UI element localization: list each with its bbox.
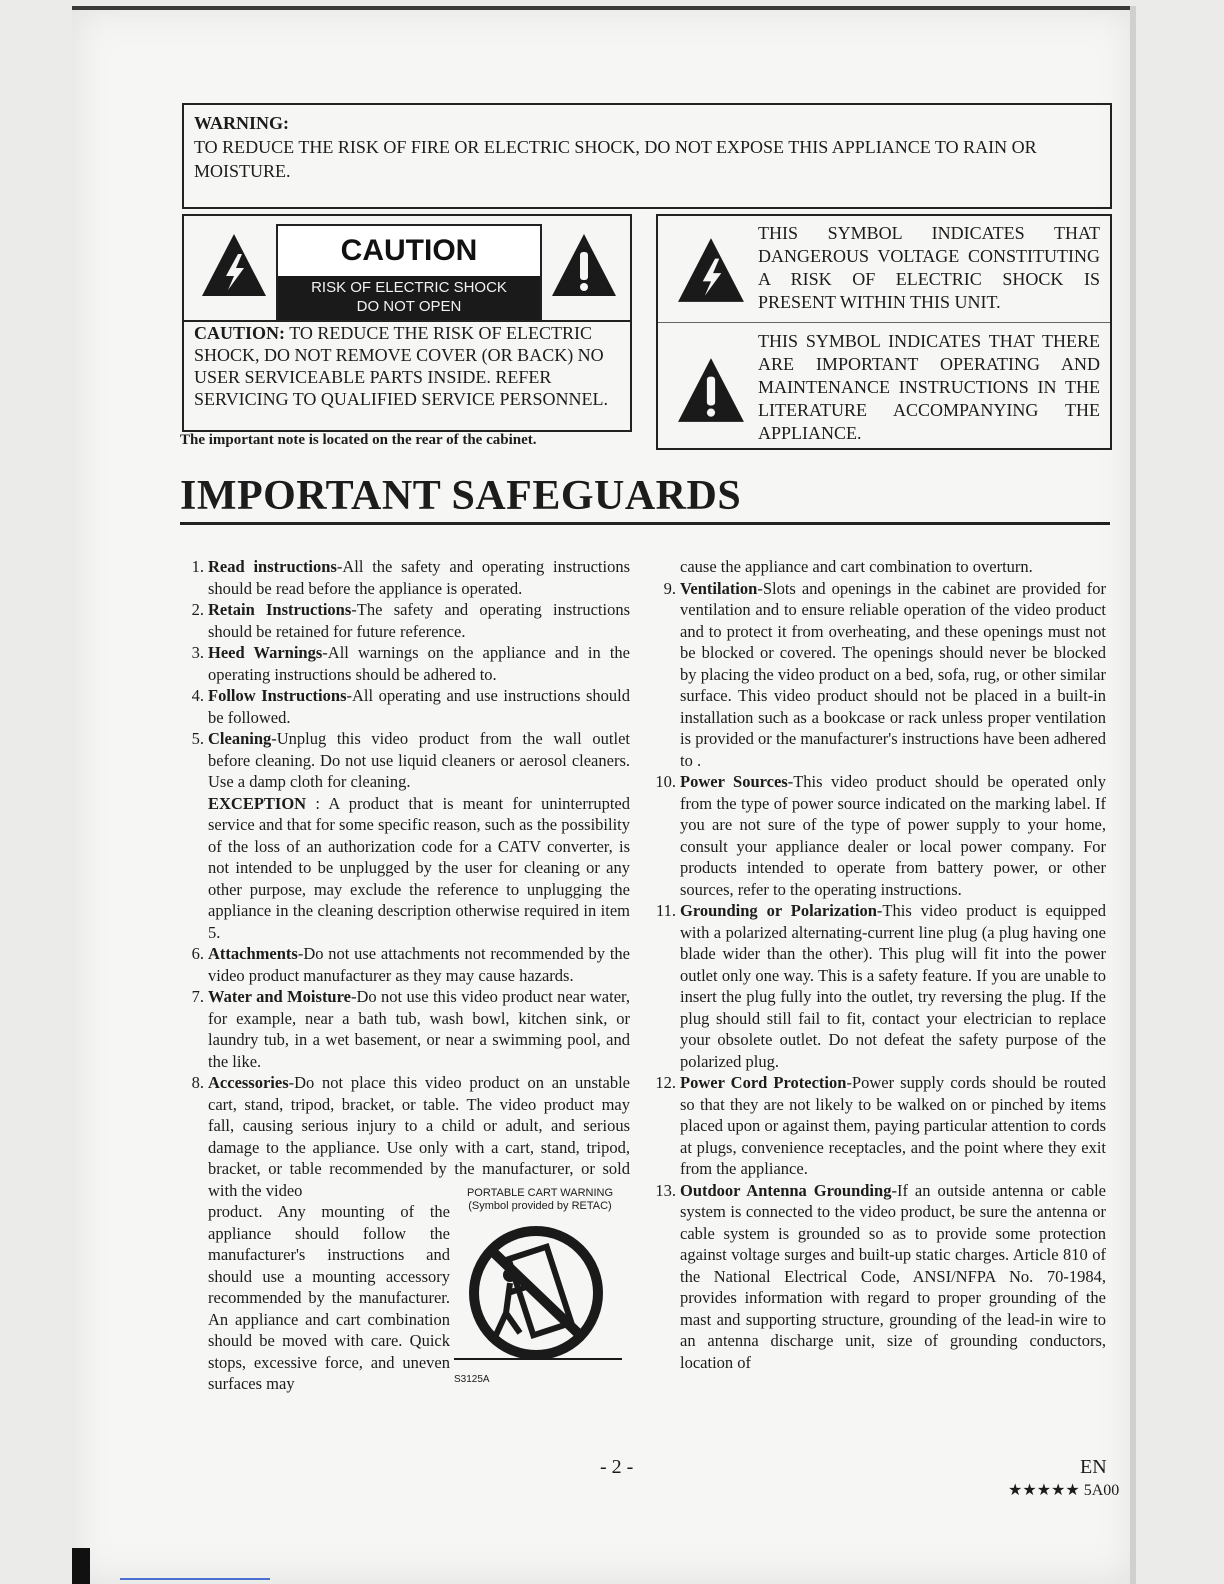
item-heading: Power Sources <box>680 772 788 791</box>
safeguard-item-11 <box>652 900 1106 1072</box>
safeguard-item-13 <box>652 1180 1106 1374</box>
item-text: -Unplug this video product from the wall outlet before cleaning. Do not use liquid cleaners or aerosol cleaners. Use a damp cloth for cleaning. <box>208 729 630 791</box>
safeguard-item-8 <box>180 1072 630 1201</box>
warning-title: WARNING: <box>194 113 290 133</box>
exclamation-triangle-icon <box>676 356 746 424</box>
caution-band <box>278 276 540 320</box>
item-text: -Do not use attachments not recommended by the video product manufacturer as they may cause hazards. <box>208 944 630 985</box>
item-number: 10. <box>655 772 676 791</box>
item-heading: Grounding or Polarization <box>680 901 877 920</box>
item-heading: Outdoor Antenna Grounding <box>680 1180 892 1200</box>
symbol-divider <box>658 322 1110 323</box>
item-text: -All the safety and operating instructions should be read before the appliance is operated. <box>208 557 631 598</box>
scan-edge-right <box>1130 6 1136 1584</box>
item-text: -All operating and use instructions should be followed. <box>208 686 630 727</box>
cart-warning-block <box>180 1187 630 1395</box>
item-heading: Ventilation <box>680 578 758 598</box>
item-number: 5. <box>191 729 204 748</box>
item-number: 7. <box>191 987 204 1006</box>
safeguard-item-6 <box>180 943 630 986</box>
caution-box <box>182 214 632 432</box>
item-heading: Heed Warnings <box>208 643 323 662</box>
safeguard-item-7 <box>180 986 630 1072</box>
item-heading: Water and Moisture <box>208 987 351 1006</box>
item-text: -This video product is equipped with a polarized alternating-current line plug (a plug having one blade wider than the other). This plug will fit into the power outlet only one way. This is a safety feature. If you are unable to insert the plug fully into the outlet, try reversing the plug. If the plug should still fail to fit, contact your electrician to replace your obsolete outlet. Do not defeat the safety purpose of the polarized plug. <box>680 901 1106 1071</box>
item-number: 1. <box>191 557 204 576</box>
title-rule <box>180 522 1110 525</box>
item-heading: Read instructions <box>208 557 337 576</box>
item-number: 13. <box>655 1180 676 1200</box>
item-number: 11. <box>655 901 676 920</box>
item-text: -All warnings on the appliance and in the operating instructions should be adhered to. <box>208 643 630 684</box>
cabinet-note: The important note is located on the rear of the cabinet. <box>180 432 537 448</box>
warning-box <box>182 103 1112 209</box>
exclamation-triangle-icon <box>550 232 618 298</box>
page-number: - 2 - <box>600 1456 634 1478</box>
caution-label <box>276 224 542 320</box>
safeguard-item-10 <box>652 771 1106 900</box>
left-column <box>180 556 630 1395</box>
scan-line <box>120 1578 270 1580</box>
right-column <box>652 556 1106 1373</box>
exception-heading: EXCEPTION <box>208 793 307 813</box>
item-heading: Power Cord Protection <box>680 1073 847 1092</box>
item-number: 3. <box>191 643 204 662</box>
safeguard-item-5 <box>180 728 630 793</box>
item-number: 2. <box>191 600 204 619</box>
voltage-symbol-text: THIS SYMBOL INDICATES THAT DANGEROUS VOLTAGE CONSTITUTING A RISK OF ELECTRIC SHOCK IS PRESENT WITHIN THIS UNIT. <box>758 223 1100 312</box>
caution-text-body: TO REDUCE THE RISK OF ELECTRIC SHOCK, DO NOT REMOVE COVER (OR BACK) NO USER SERVICEABLE PARTS INSIDE. REFER SERVICING TO QUALIFIED SERVICE PERSONNEL. <box>194 323 608 409</box>
caution-band-line1: RISK OF ELECTRIC SHOCK <box>311 279 507 296</box>
scan-edge-top <box>72 6 1136 10</box>
symbol-box <box>656 214 1112 450</box>
caution-text <box>194 322 622 410</box>
item-text: -Do not use this video product near water, for example, near a bath tub, wash bowl, kitchen sink, or laundry tub, in a wet basement, or near a swimming pool, and the like. <box>208 987 630 1071</box>
item-text: -Power supply cords should be routed so that they are not likely to be walked on or pinched by items placed upon or against them, paying particular attention to cords at plugs, convenience receptacles, and the point where they exit from the appliance. <box>680 1073 1106 1178</box>
item-8-continued: cause the appliance and cart combination to overturn. <box>680 557 1033 576</box>
caution-band-line2: DO NOT OPEN <box>356 298 462 315</box>
item-heading: Attachments <box>208 944 298 963</box>
exception-text: : A product that is meant for uninterrupted service and that for some specific reason, such as the possibility of the loss of an authorization code for a CATV converter, is not intended to be unplugged by the user for cleaning or any other purpose, may exclude the reference to unplugging the appliance in the cleaning description otherwise required in item 5. <box>208 793 631 942</box>
lightning-triangle-icon <box>676 236 746 304</box>
scan-mark <box>72 1548 90 1584</box>
item-8-wrap-text: product. Any mounting of the appliance should follow the manufacturer's instructions and should use a mounting accessory recommended by the manufacturer. An appliance and cart combination should be moved with care. Quick stops, excessive force, and uneven surfaces may <box>208 1202 450 1393</box>
item-number: 8. <box>191 1073 204 1092</box>
safeguard-item-1 <box>180 556 630 599</box>
item-number: 6. <box>191 944 204 963</box>
cart-caption-title: PORTABLE CART WARNING <box>466 1187 614 1199</box>
item-number: 9. <box>663 578 676 598</box>
item-text: -If an outside antenna or cable system is connected to the video product, be sure the antenna or cable system is grounded so as to provide some protection against voltage surges and built-up static charges. Article 810 of the National Electrical Code, ANSI/NFPA No. 70-1984, provides information with regard to proper grounding of the mast and supporting structure, grounding of the lead-in wire to an antenna discharge unit, size of grounding conductors, location of <box>680 1180 1106 1372</box>
instructions-symbol-text: THIS SYMBOL INDICATES THAT THERE ARE IMPORTANT OPERATING AND MAINTENANCE INSTRUCTIONS IN THE LITERATURE ACCOMPANYING THE APPLIANCE. <box>758 331 1100 443</box>
item-heading: Cleaning <box>208 729 272 748</box>
caution-text-label: CAUTION: <box>194 323 286 343</box>
model-code: ★★★★★ 5A00 <box>1008 1482 1120 1499</box>
item-text: -Slots and openings in the cabinet are provided for ventilation and to ensure reliable operation of the video product and to protect it from overheating, and these openings must not be blocked or covered. The openings should never be blocked by placing the video product on a bed, sofa, rug, or other similar surface. This video product should not be placed in a built-in installation such as a bookcase or rack unless proper ventilation is provided or the manufacturer's instructions have been adhered to . <box>680 578 1106 770</box>
safeguard-item-4 <box>180 685 630 728</box>
item-text: -Do not place this video product on an unstable cart, stand, tripod, bracket, or table. The video product may fall, causing serious injury to a child or adult, and serious damage to the appliance. Use only with a cart, stand, tripod, bracket, or table recommended by the manufacturer, or sold with the video <box>208 1073 630 1200</box>
item-heading: Retain Instructions <box>208 600 352 619</box>
cart-code: S3125A <box>454 1373 490 1385</box>
safeguard-item-12 <box>652 1072 1106 1180</box>
safeguard-item-9 <box>652 578 1106 772</box>
item-heading: Accessories <box>208 1073 289 1092</box>
tipping-cart-icon <box>450 1213 626 1363</box>
item-text: -The safety and operating instructions should be retained for future reference. <box>208 600 630 641</box>
safeguard-item-3 <box>180 642 630 685</box>
safeguard-item-2 <box>180 599 630 642</box>
lightning-triangle-icon <box>200 232 268 298</box>
page-title: IMPORTANT SAFEGUARDS <box>180 473 742 519</box>
cart-caption-source: (Symbol provided by RETAC) <box>468 1200 612 1212</box>
item-heading: Follow Instructions <box>208 686 347 705</box>
caution-heading: CAUTION <box>278 226 540 276</box>
item-number: 12. <box>655 1073 676 1092</box>
cart-warning-figure <box>450 1187 630 1390</box>
language-code: EN <box>1080 1456 1107 1478</box>
item-text: -This video product should be operated only from the type of power source indicated on the marking label. If you are not sure of the type of power supply to your home, consult your appliance dealer or local power company. For products intended to operate from battery power, or other sources, refer to the operating instructions. <box>680 772 1106 899</box>
exception-paragraph <box>180 793 630 944</box>
warning-text: TO REDUCE THE RISK OF FIRE OR ELECTRIC SHOCK, DO NOT EXPOSE THIS APPLIANCE TO RAIN OR MOISTURE. <box>194 137 1037 181</box>
item-number: 4. <box>191 686 204 705</box>
